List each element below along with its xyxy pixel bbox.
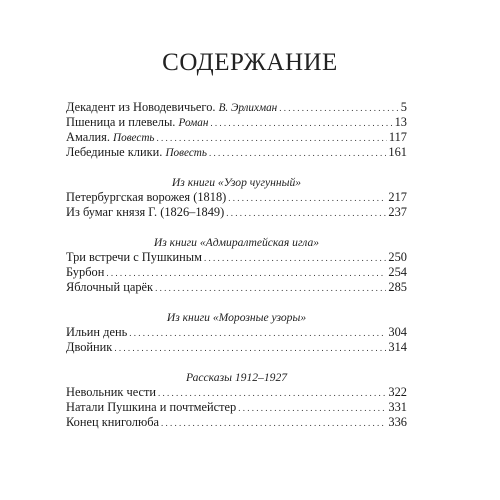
dot-leader <box>114 341 386 356</box>
toc-group <box>66 235 407 295</box>
page-title: СОДЕРЖАНИЕ <box>162 49 338 76</box>
toc-entry[interactable] <box>66 190 407 205</box>
dot-leader <box>158 386 386 401</box>
toc-entry[interactable] <box>66 340 407 355</box>
entry-title: Пшеница и плевелы. Роман <box>66 115 209 129</box>
entry-title: Невольник чести <box>66 385 157 399</box>
toc-group <box>66 100 407 160</box>
entry-page-number: 5 <box>400 100 407 114</box>
dot-leader <box>226 206 386 221</box>
entry-genre: Роман <box>178 117 209 129</box>
toc-group <box>66 175 407 220</box>
entry-title: Декадент из Новодевичьего. В. Эрлихман <box>66 100 278 114</box>
entry-title: Ильин день <box>66 325 128 339</box>
toc-entry[interactable] <box>66 115 407 130</box>
entry-title: Амалия. Повесть <box>66 130 155 144</box>
toc-group <box>66 370 407 430</box>
section-heading: Из книги «Адмиралтейская игла» <box>153 236 320 249</box>
entry-title: Двойник <box>66 340 113 354</box>
dot-leader <box>155 281 386 296</box>
entry-title: Лебединые клики. Повесть <box>66 145 207 159</box>
dot-leader <box>161 416 386 431</box>
entry-author: В. Эрлихман <box>218 102 278 114</box>
entry-page-number: 304 <box>388 325 407 339</box>
section-heading: Рассказы 1912–1927 <box>185 371 288 384</box>
toc-entry[interactable] <box>66 385 407 400</box>
section-heading: Из книги «Морозные узоры» <box>166 311 307 324</box>
entry-title: Натали Пушкина и почтмейстер <box>66 400 237 414</box>
entry-genre: Повесть <box>113 132 155 144</box>
entry-title: Петербургская ворожея (1818) <box>66 190 227 204</box>
dot-leader <box>157 131 387 146</box>
entry-title: Бурбон <box>66 265 105 279</box>
toc-entry[interactable] <box>66 325 407 340</box>
entry-page-number: 285 <box>388 280 407 294</box>
entry-title: Три встречи с Пушкиным <box>66 250 202 264</box>
toc-entry[interactable] <box>66 415 407 430</box>
toc-entry[interactable] <box>66 205 407 220</box>
toc-entry[interactable] <box>66 250 407 265</box>
dot-leader <box>228 191 386 206</box>
toc-entry[interactable] <box>66 265 407 280</box>
entry-title: Конец книголюба <box>66 415 160 429</box>
dot-leader <box>106 266 386 281</box>
entry-page-number: 161 <box>388 145 407 159</box>
entry-page-number: 254 <box>388 265 407 279</box>
entry-title: Из бумаг князя Г. (1826–1849) <box>66 205 225 219</box>
entry-page-number: 322 <box>388 385 407 399</box>
dot-leader <box>129 326 386 341</box>
entry-genre: Повесть <box>165 147 207 159</box>
entry-page-number: 336 <box>388 415 407 429</box>
toc-entry[interactable] <box>66 100 407 115</box>
table-of-contents <box>66 100 407 430</box>
section-heading: Из книги «Узор чугунный» <box>171 176 302 189</box>
toc-entry[interactable] <box>66 145 407 160</box>
toc-group <box>66 310 407 355</box>
dot-leader <box>210 116 392 131</box>
dot-leader <box>204 251 386 266</box>
entry-page-number: 117 <box>388 130 407 144</box>
entry-page-number: 237 <box>388 205 407 219</box>
entry-page-number: 314 <box>388 340 407 354</box>
toc-entry[interactable] <box>66 400 407 415</box>
entry-page-number: 13 <box>394 115 407 129</box>
entry-page-number: 250 <box>388 250 407 264</box>
toc-entry[interactable] <box>66 280 407 295</box>
entry-title: Яблочный царёк <box>66 280 154 294</box>
entry-page-number: 331 <box>388 400 407 414</box>
dot-leader <box>238 401 386 416</box>
dot-leader <box>209 146 386 161</box>
dot-leader <box>279 101 399 116</box>
entry-page-number: 217 <box>388 190 407 204</box>
toc-entry[interactable] <box>66 130 407 145</box>
